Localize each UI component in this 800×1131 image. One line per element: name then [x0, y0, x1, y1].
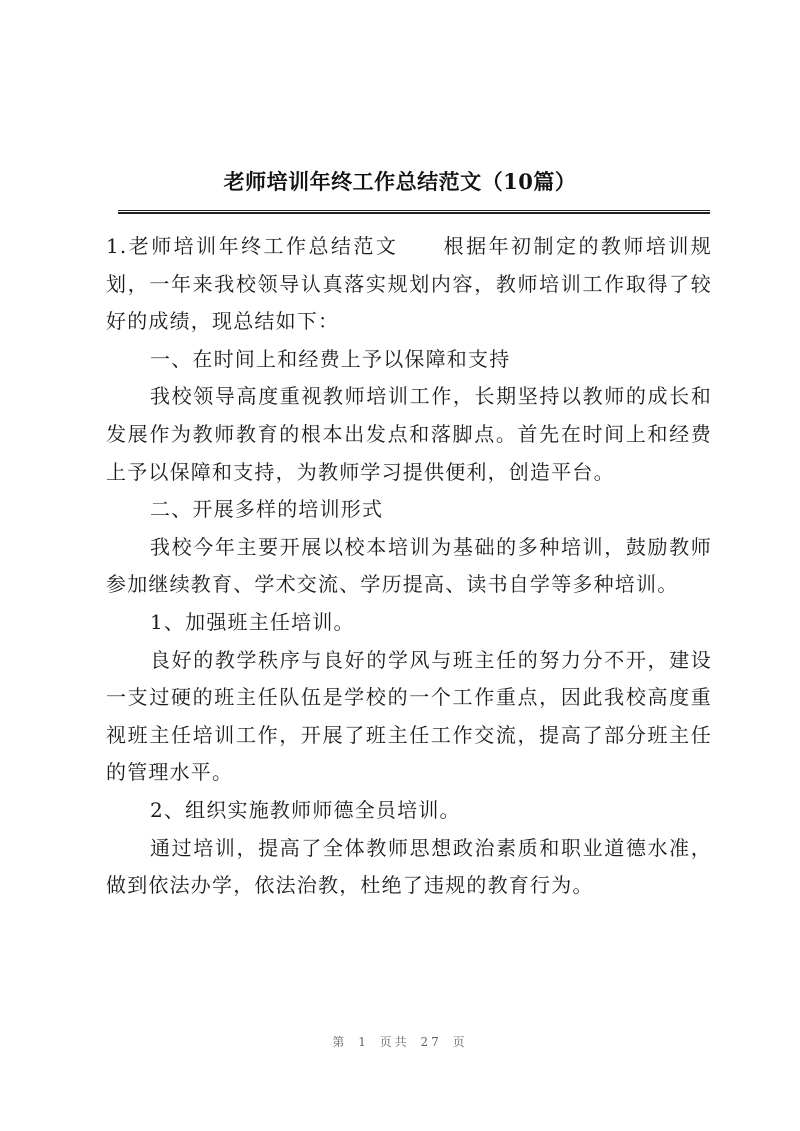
footer-suffix: 页 — [452, 1035, 468, 1049]
section-heading-1: 一、在时间上和经费上予以保障和支持 — [150, 346, 511, 371]
page-footer — [0, 1033, 800, 1050]
paragraph-1-heading: 1.老师培训年终工作总结范文 — [106, 234, 399, 258]
paragraph-3: 我校领导高度重视教师培训工作，长期坚持以教师的成长和发展作为教师教育的根本出发点和落脚点。首先在时间上和经费上予以保障和支持，为教师学习提供便利，创造平台。 — [106, 384, 712, 484]
subsection-heading-1: 1、加强班主任培训。 — [150, 609, 355, 634]
footer-prefix: 第 — [332, 1035, 348, 1049]
section-heading-2: 二、开展多样的培训形式 — [150, 497, 384, 522]
footer-total-pages: 27 — [420, 1035, 442, 1049]
paragraph-1-body: 根据年初制定的教师培训规划，一年来我校领导认真落实规划内容，教师培训工作取得了较好的成绩，现总结如下： — [106, 234, 712, 334]
paragraph-9: 通过培训，提高了全体教师思想政治素质和职业道德水准，做到依法办学，依法治教，杜绝了违规的教育行为。 — [106, 835, 712, 898]
footer-current-page: 1 — [358, 1035, 369, 1049]
document-body — [106, 228, 712, 905]
footer-middle: 页共 — [379, 1035, 410, 1049]
paragraph-1 — [106, 228, 712, 341]
document-title: 老师培训年终工作总结范文（10篇） — [223, 169, 577, 194]
paragraph-7: 良好的教学秩序与良好的学风与班主任的努力分不开，建设一支过硬的班主任队伍是学校的一个工作重点，因此我校高度重视班主任培训工作，开展了班主任工作交流，提高了部分班主任的管理水平。 — [106, 647, 712, 785]
title-divider-thin — [118, 210, 710, 211]
title-divider-thick — [118, 212, 710, 214]
paragraph-5: 我校今年主要开展以校本培训为基础的多种培训，鼓励教师参加继续教育、学术交流、学历提高、读书自学等多种培训。 — [106, 534, 712, 597]
subsection-heading-2: 2、组织实施教师师德全员培训。 — [150, 797, 461, 822]
